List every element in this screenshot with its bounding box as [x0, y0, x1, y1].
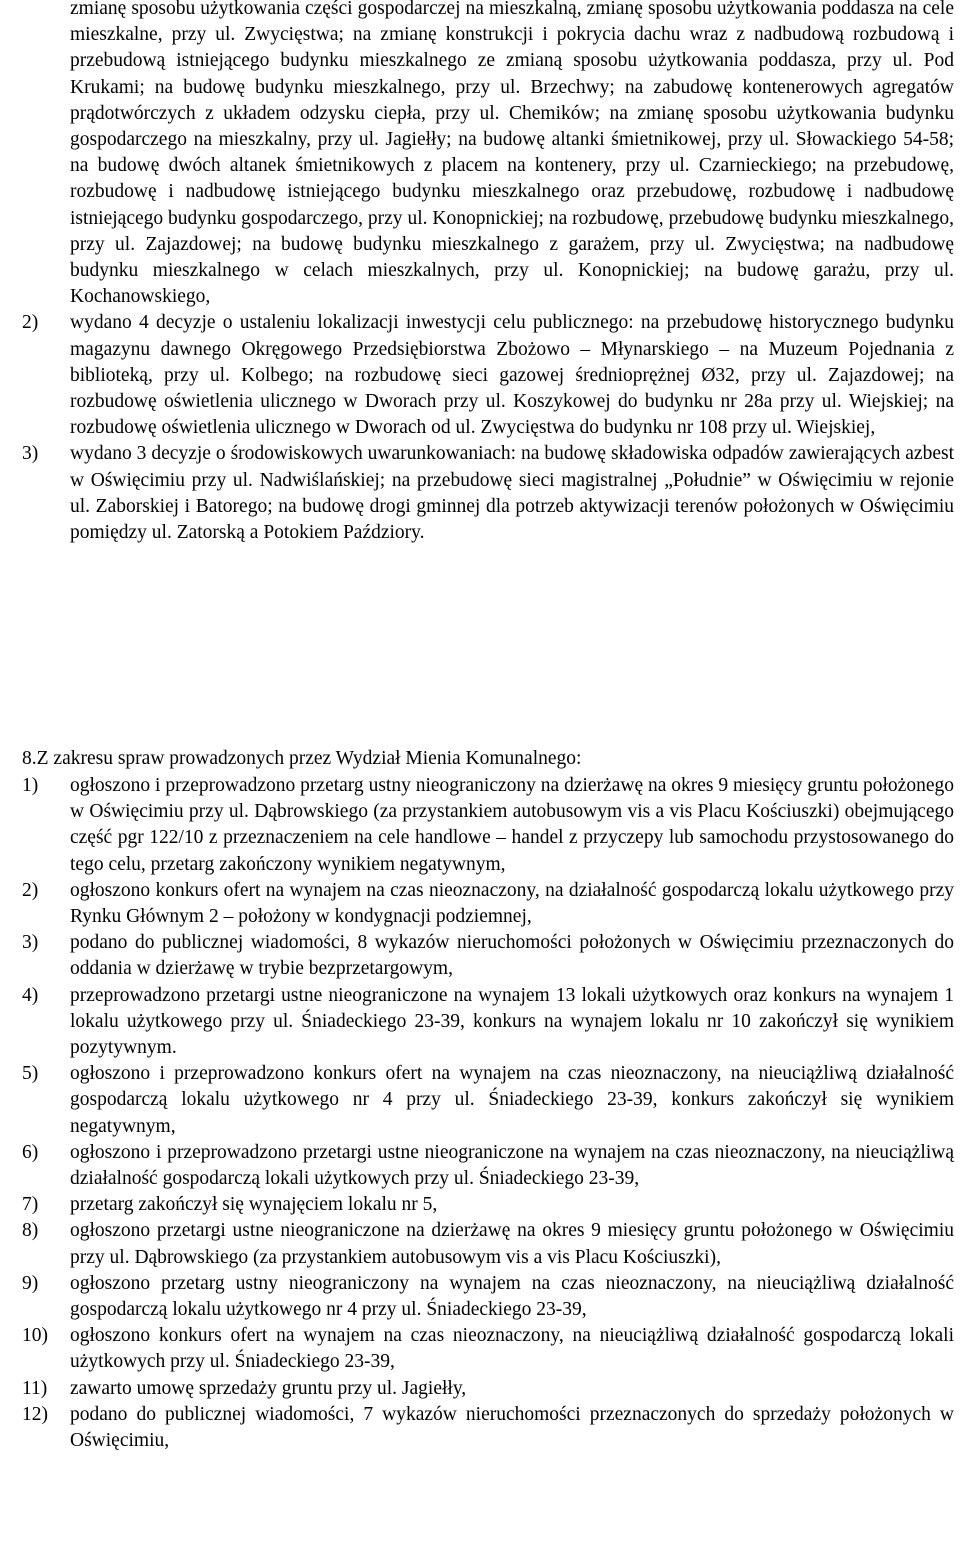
list-item-number: 12)	[22, 1403, 48, 1425]
list-item	[0, 1218, 960, 1270]
list-item	[0, 1376, 960, 1402]
list-item	[0, 441, 960, 546]
list-item	[0, 878, 960, 930]
list-item	[0, 930, 960, 982]
list-item-number: 2)	[22, 312, 39, 334]
list-item-number: 1)	[22, 775, 39, 796]
list-item	[0, 1271, 960, 1323]
list-item	[0, 773, 960, 878]
list-item-text: ogłoszono konkurs ofert na wynajem na czas nieoznaczony, na nieuciążliwą działalność gospodarczą lokali użytkowych przy ul. Śniadeckiego 23-39,	[70, 1325, 954, 1373]
section-heading: 8.Z zakresu spraw prowadzonych przez Wydział Mienia Komunalnego:	[22, 748, 582, 769]
list-item-text: ogłoszono i przeprowadzono konkurs ofert na wynajem na czas nieoznaczony, na nieuciążliwą działalność gospodarczą lokalu użytkowego nr 4 przy ul. Śniadeckiego 23-39, konkurs zakończył się wynikiem negatywnym,	[70, 1063, 954, 1137]
list-item-number: 5)	[22, 1063, 39, 1085]
list-item-number: 3)	[22, 443, 39, 465]
list-item-number: 6)	[22, 1141, 39, 1163]
list-item-number: 8)	[22, 1220, 39, 1242]
list-item-text: ogłoszono i przeprowadzono przetargi ustne nieograniczone na wynajem na czas nieoznaczony, na nieuciążliwą działalność gospodarczą lokali użytkowych przy ul. Śniadeckiego 23-39,	[70, 1141, 954, 1190]
list-item-text: wydano 3 decyzje o środowiskowych uwarunkowaniach: na budowę składowiska odpadów zawierających azbest w Oświęcimiu przy ul. Nadwiślańskiej; na przebudowę sieci magistralnej „Południe” w Oświęcimiu w rejonie ul. Zaborskiej i Batorego; na budowę drogi gminnej dla potrzeb aktywizacji terenów położonych w Oświęcimiu pomiędzy ul. Zatorską a Potokiem Paździory.	[70, 443, 954, 544]
list-item	[0, 1402, 960, 1454]
list-item-text: podano do publicznej wiadomości, 7 wykazów nieruchomości przeznaczonych do sprzedaży położonych w Oświęcimiu,	[70, 1403, 954, 1452]
list-item-text: zmianę sposobu użytkowania części gospodarczej na mieszkalną, zmianę sposobu użytkowania poddasza na cele mieszkalne, przy ul. Zwycięstwa; na zmianę konstrukcji i pokrycia dachu wraz z nadbudową rozbudową i przebudową istniejącego budynku mieszkalnego ze zmianą sposobu użytkowania poddasza, przy ul. Pod Krukami; na budowę budynku mieszkalnego, przy ul. Brzechwy; na zabudowę kontenerowych agregatów prądotwórczych z układem odzysku ciepła, przy ul. Chemików; na zmianę sposobu użytkowania budynku gospodarczego na mieszkalny, przy ul. Jagiełły; na budowę altanki śmietnikowej, przy ul. Słowackiego 54-58; na budowę dwóch altanek śmietnikowych z placem na kontenery, przy ul. Czarnieckiego; na przebudowę, rozbudowę i nadbudowę istniejącego budynku mieszkalnego oraz przebudowę, rozbudowę i nadbudowę istniejącego budynku gospodarczego, przy ul. Konopnickiej; na rozbudowę, przebudowę budynku mieszkalnego, przy ul. Zajazdowej; na budowę budynku mieszkalnego z garażem, przy ul. Zwycięstwa; na nadbudowę budynku mieszkalnego w celach mieszkalnych, przy ul. Konopnickiej; na budowę garażu, przy ul. Kochanowskiego,	[70, 0, 954, 308]
list-item	[0, 1140, 960, 1192]
list-item-number: 7)	[22, 1194, 39, 1216]
list-item	[0, 1192, 960, 1218]
list-item-text: przeprowadzono przetargi ustne nieograniczone na wynajem 13 lokali użytkowych oraz konkurs na wynajem 1 lokalu użytkowego przy ul. Śniadeckiego 23-39, konkurs na wynajem lokalu nr 10 zakończył się wynikiem pozytywnym.	[70, 984, 954, 1059]
list-item-number: 4)	[22, 984, 39, 1006]
list-item	[0, 983, 960, 1062]
list-item-text: ogłoszono przetarg ustny nieograniczony na wynajem na czas nieoznaczony, na nieuciążliwą działalność gospodarczą lokalu użytkowego nr 4 przy ul. Śniadeckiego 23-39,	[70, 1272, 954, 1321]
list-item-number: 10)	[22, 1325, 48, 1347]
list-item-text: ogłoszono konkurs ofert na wynajem na czas nieoznaczony, na działalność gospodarczą lokalu użytkowego przy Rynku Głównym 2 – położony w kondygnacji podziemnej,	[70, 879, 954, 928]
list-item	[0, 1061, 960, 1140]
list-item-number: 11)	[22, 1377, 48, 1399]
list-item-text: ogłoszono i przeprowadzono przetarg ustny nieograniczony na dzierżawę na okres 9 miesięcy gruntu położonego w Oświęcimiu przy ul. Dąbrowskiego (za przystankiem autobusowym vis a vis Placu Kościuszki) obejmującego część pgr 122/10 z przeznaczeniem na cele handlowe – handel z przyczepy lub samochodu przystosowanego do tego celu, przetarg zakończony wynikiem negatywnym,	[70, 775, 954, 875]
list-item-text: zawarto umowę sprzedaży gruntu przy ul. Jagiełły,	[70, 1377, 467, 1399]
list-item-text: podano do publicznej wiadomości, 8 wykazów nieruchomości położonych w Oświęcimiu przeznaczonych do oddania w dzierżawę w trybie bezprzetargowym,	[70, 932, 954, 980]
list-item-text: wydano 4 decyzje o ustaleniu lokalizacji inwestycji celu publicznego: na przebudowę historycznego budynku magazynu dawnego Okręgowego Przedsiębiorstwa Zbożowo – Młynarskiego – na Muzeum Pojednania z biblioteką, przy ul. Kolbego; na rozbudowę sieci gazowej średnioprężnej Ø32, przy ul. Zajazdowej; na rozbudowę oświetlenia ulicznego w Dworach przy ul. Koszykowej do budynku nr 28a przy ul. Wiejskiej; na rozbudowę oświetlenia ulicznego w Dworach od ul. Zwycięstwa do budynku nr 108 przy ul. Wiejskiej,	[70, 312, 954, 439]
list-item	[0, 1323, 960, 1375]
section-list	[0, 773, 960, 1454]
list-item-number: 2)	[22, 879, 39, 901]
list-item	[0, 310, 960, 441]
list-item-number: 3)	[22, 932, 39, 954]
list-item-text: ogłoszono przetargi ustne nieograniczone na dzierżawę na okres 9 miesięcy gruntu położonego w Oświęcimiu przy ul. Dąbrowskiego (za przystankiem autobusowym vis a vis Placu Kościuszki),	[70, 1220, 954, 1268]
list-item-number: 9)	[22, 1272, 39, 1294]
list-item-text: przetarg zakończył się wynajęciem lokalu nr 5,	[70, 1194, 438, 1216]
continued-list	[0, 0, 960, 546]
list-item	[0, 0, 960, 310]
